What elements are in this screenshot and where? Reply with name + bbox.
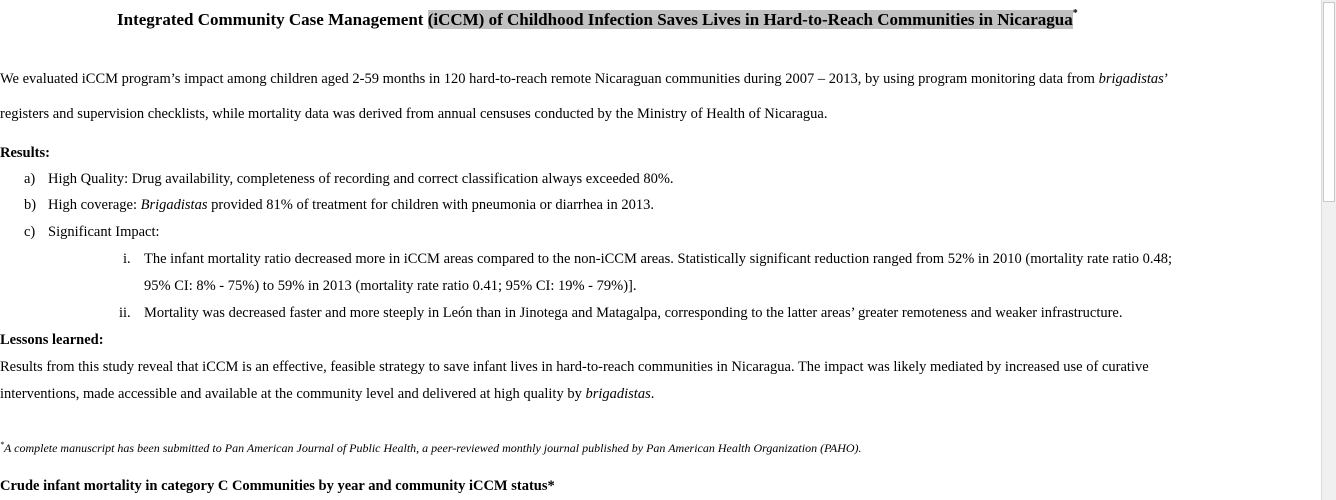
results-heading: Results: (0, 145, 50, 161)
intro-text: We evaluated iCCM program’s impact among children aged 2-59 months in 120 hard-to-reach remote Nicaraguan communities during 2007 – 2013, by using program monitoring data from (0, 71, 1099, 87)
scrollbar-thumb[interactable] (1323, 2, 1335, 202)
table-caption: Crude infant mortality in category C Communities by year and community iCCM status* (0, 478, 555, 494)
list-item-text: High Quality: Drug availability, completeness of recording and correct classification always exceeded 80%. (48, 171, 674, 187)
results-item-b (24, 197, 654, 214)
lessons-line-1: Results from this study reveal that iCCM is an effective, feasible strategy to save infant lives in hard-to-reach communities in Nicaragua. The impact was likely mediated by increased use of curative (0, 359, 1149, 375)
footnote-mark: * (0, 440, 4, 449)
title-footnote-mark: * (1072, 8, 1078, 19)
list-item-italic-term: Brigadistas (140, 197, 208, 213)
list-item-text: Significant Impact: (48, 224, 160, 240)
lessons-italic-term: brigadistas (585, 386, 651, 402)
list-item-text: High coverage: (48, 197, 141, 213)
lessons-line-2 (0, 386, 654, 403)
vertical-scrollbar[interactable] (1321, 0, 1336, 500)
lessons-period: . (650, 386, 655, 402)
list-item-text-rest: provided 81% of treatment for children with pneumonia or diarrhea in 2013. (207, 197, 655, 213)
document-title (117, 10, 1078, 30)
footnote (0, 441, 862, 456)
title-text: Integrated Community Case Management (117, 10, 428, 29)
footnote-text: A complete manuscript has been submitted to Pan American Journal of Public Health, a peer-reviewed monthly journal published by Pan American Health Organization (PAHO). (4, 441, 862, 455)
subitem-ii-line-1: Mortality was decreased faster and more steeply in León than in Jinotega and Matagalpa, corresponding to the latter areas’ greater remoteness and weaker infrastructure. (144, 305, 1123, 321)
intro-italic-term: brigadistas (1098, 71, 1164, 87)
lessons-text: interventions, made accessible and available at the community level and delivered at high quality by (0, 386, 586, 402)
list-marker: a) (24, 171, 36, 187)
subitem-i-line-1: The infant mortality ratio decreased more in iCCM areas compared to the non-iCCM areas. Statistically significant reduction ranged from 52% in 2010 (mortality rate ratio 0.48; (144, 251, 1172, 267)
intro-line-2: registers and supervision checklists, while mortality data was derived from annual censuses conducted by the Ministry of Health of Nicaragua. (0, 106, 828, 122)
intro-apostrophe: ’ (1163, 71, 1169, 87)
title-highlighted-text: (iCCM) of Childhood Infection Saves Lives in Hard-to-Reach Communities in Nicaragua (427, 10, 1073, 29)
results-item-c (24, 224, 160, 241)
intro-line-1 (0, 71, 1169, 88)
subitem-i-line-2: 95% CI: 8% - 75%) to 59% in 2013 (mortality rate ratio 0.41; 95% CI: 19% - 79%)]. (144, 278, 637, 294)
subitem-ii-marker: ii. (119, 305, 131, 321)
list-marker: b) (24, 197, 37, 213)
list-marker: c) (24, 224, 36, 240)
subitem-i-marker: i. (123, 251, 131, 267)
lessons-heading: Lessons learned: (0, 332, 104, 348)
results-item-a (24, 171, 674, 188)
